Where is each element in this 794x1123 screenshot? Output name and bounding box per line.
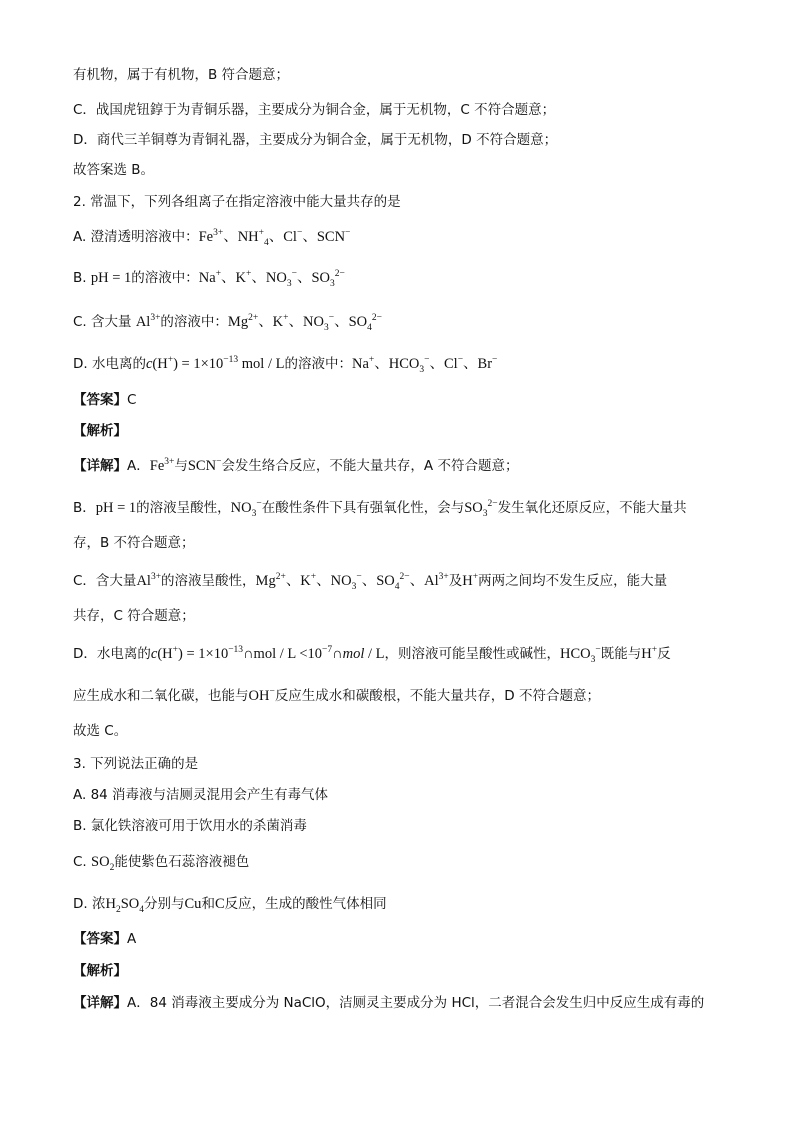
answer-value: C bbox=[127, 392, 137, 408]
ph-expression: pH = 1 bbox=[95, 500, 137, 516]
ion: SCN− bbox=[187, 457, 222, 474]
conclusion: 故选 C。 bbox=[73, 723, 128, 739]
question-3-option-b: B. 氯化铁溶液可用于饮用水的杀菌消毒 bbox=[73, 818, 307, 834]
option-text: 反应，生成的酸性气体相同 bbox=[224, 896, 387, 912]
text: A．84 消毒液主要成分为 NaClO，洁厕灵主要成分为 HCl，二者混合会发生归中反应生成有毒的 bbox=[127, 995, 705, 1011]
ion: H+ bbox=[462, 572, 479, 589]
explanation-b bbox=[73, 498, 687, 518]
text: 既能与 bbox=[600, 646, 642, 662]
formula: C bbox=[214, 896, 225, 912]
question-2-option-d bbox=[73, 354, 497, 374]
explanation-b-cont: 存，B 不符合题意； bbox=[73, 535, 195, 551]
text: 反 bbox=[657, 646, 671, 662]
formula: $H_2SO_4$ bbox=[105, 896, 145, 915]
text: 的溶液呈酸性， bbox=[136, 500, 231, 516]
question-3-stem: 3. 下列说法正确的是 bbox=[73, 756, 199, 772]
text: 反应生成水和碳酸根，不能大量共存，D 不符合题意； bbox=[274, 688, 600, 704]
question-2-stem: 2. 常温下，下列各组离子在指定溶液中能大量共存的是 bbox=[73, 194, 401, 210]
analysis-tag: 【解析】 bbox=[73, 963, 127, 979]
concentration-expression: $c(H^+) = 1\times 10^{-13}\cap mol / L$ $<10^{-7}\cap mol / L$ bbox=[150, 645, 385, 662]
ion-list: $Mg^{2+}$、K+、$NO_3^-$、$SO_4^{2-}$ bbox=[227, 313, 382, 333]
question-3-option-a: A. 84 消毒液与洁厕灵混用会产生有毒气体 bbox=[73, 787, 329, 803]
ion: $SO_3^{2-}$ bbox=[464, 499, 498, 519]
explanation-c-cont: 共存，C 符合题意； bbox=[73, 608, 195, 624]
option-label: A. 澄清透明溶液中： bbox=[73, 229, 199, 245]
question-2-option-b bbox=[73, 268, 345, 288]
text: 会发生络合反应，不能大量共存，A 不符合题意； bbox=[221, 458, 519, 474]
text: 发生氧化还原反应，不能大量共 bbox=[497, 500, 687, 516]
text: 与 bbox=[174, 458, 188, 474]
option-label: C. 含大量 bbox=[73, 314, 132, 330]
ion-list: Na+、$HCO_3^-$、Cl−、Br− bbox=[351, 355, 498, 375]
text-line: D．商代三羊铜尊为青铜礼器，主要成分为铜合金，属于无机物，D 不符合题意； bbox=[73, 132, 558, 148]
ion-list: $Fe^{3+}$、$NH^+_4$、Cl−、SCN− bbox=[198, 228, 351, 248]
formula: Cu bbox=[184, 896, 202, 912]
ion: H+ bbox=[641, 645, 658, 662]
text: B． bbox=[73, 500, 96, 516]
formula: $SO_2$ bbox=[91, 854, 115, 873]
detail-tag: 【详解】 bbox=[73, 995, 127, 1011]
ph-expression: pH = 1 bbox=[90, 270, 132, 286]
analysis-tag: 【解析】 bbox=[73, 423, 127, 439]
option-label: C. bbox=[73, 854, 87, 870]
explanation-d-cont bbox=[73, 686, 600, 706]
text: 两两之间均不发生反应，能大量 bbox=[478, 573, 668, 589]
text: 应生成水和二氧化碳，也能与 bbox=[73, 688, 249, 704]
explanation-c bbox=[73, 571, 667, 591]
answer-value: A bbox=[127, 931, 137, 947]
option-text: 的溶液中： bbox=[160, 314, 228, 330]
option-text: 能使紫色石蕊溶液褪色 bbox=[114, 854, 250, 870]
text-line: 有机物，属于有机物，B 符合题意； bbox=[73, 67, 290, 83]
option-text: 分别与 bbox=[144, 896, 185, 912]
option-label: D. 浓 bbox=[73, 896, 106, 912]
text: D．水电离的 bbox=[73, 646, 151, 662]
detail-tag: 【详解】 bbox=[73, 458, 127, 474]
ion-list: $Mg^{2+}$、K+、$NO_3^-$、$SO_4^{2-}$、$Al^{3+}$ bbox=[255, 572, 449, 592]
answer-line bbox=[73, 390, 136, 410]
text: 的溶液呈酸性， bbox=[161, 573, 256, 589]
text: ，则溶液可能呈酸性或碱性， bbox=[384, 646, 560, 662]
option-text: 的溶液中： bbox=[131, 270, 199, 286]
text: C．含大量 bbox=[73, 573, 137, 589]
question-3-option-d bbox=[73, 894, 387, 914]
question-2-option-a bbox=[73, 227, 350, 247]
answer-line bbox=[73, 929, 136, 949]
text-line: C．战国虎钮錞于为青铜乐器，主要成分为铜合金，属于无机物，C 不符合题意； bbox=[73, 102, 556, 118]
ion: $NO_3^-$ bbox=[230, 499, 262, 519]
question-3-option-c bbox=[73, 852, 249, 872]
option-text: 和 bbox=[201, 896, 215, 912]
text-line: 故答案选 B。 bbox=[73, 162, 155, 178]
question-2-option-c bbox=[73, 312, 382, 332]
option-label: B. bbox=[73, 270, 87, 286]
explanation-a bbox=[73, 456, 518, 476]
explanation-d bbox=[73, 644, 671, 664]
ion: $Fe^{3+}$ bbox=[149, 457, 175, 474]
option-text: 的溶液中： bbox=[284, 356, 352, 372]
ion: OH− bbox=[248, 687, 275, 704]
text: 及 bbox=[448, 573, 463, 589]
ion: $Al^{3+}$ bbox=[136, 572, 162, 589]
ion: $Al^{3+}$ bbox=[135, 313, 161, 330]
option-label: D. 水电离的 bbox=[73, 356, 146, 372]
explanation-3a bbox=[73, 993, 704, 1013]
text: A． bbox=[127, 458, 150, 474]
concentration-expression: $c(H^+) = 1\times 10^{-13}$ mol / L bbox=[145, 355, 285, 372]
ion: $HCO_3^-$ bbox=[559, 645, 601, 665]
answer-tag: 【答案】 bbox=[73, 931, 127, 947]
text: 在酸性条件下具有强氧化性，会与 bbox=[261, 500, 465, 516]
answer-tag: 【答案】 bbox=[73, 392, 127, 408]
ion-list: Na+、K+、$NO_3^-$、$SO_3^{2-}$ bbox=[198, 269, 345, 289]
